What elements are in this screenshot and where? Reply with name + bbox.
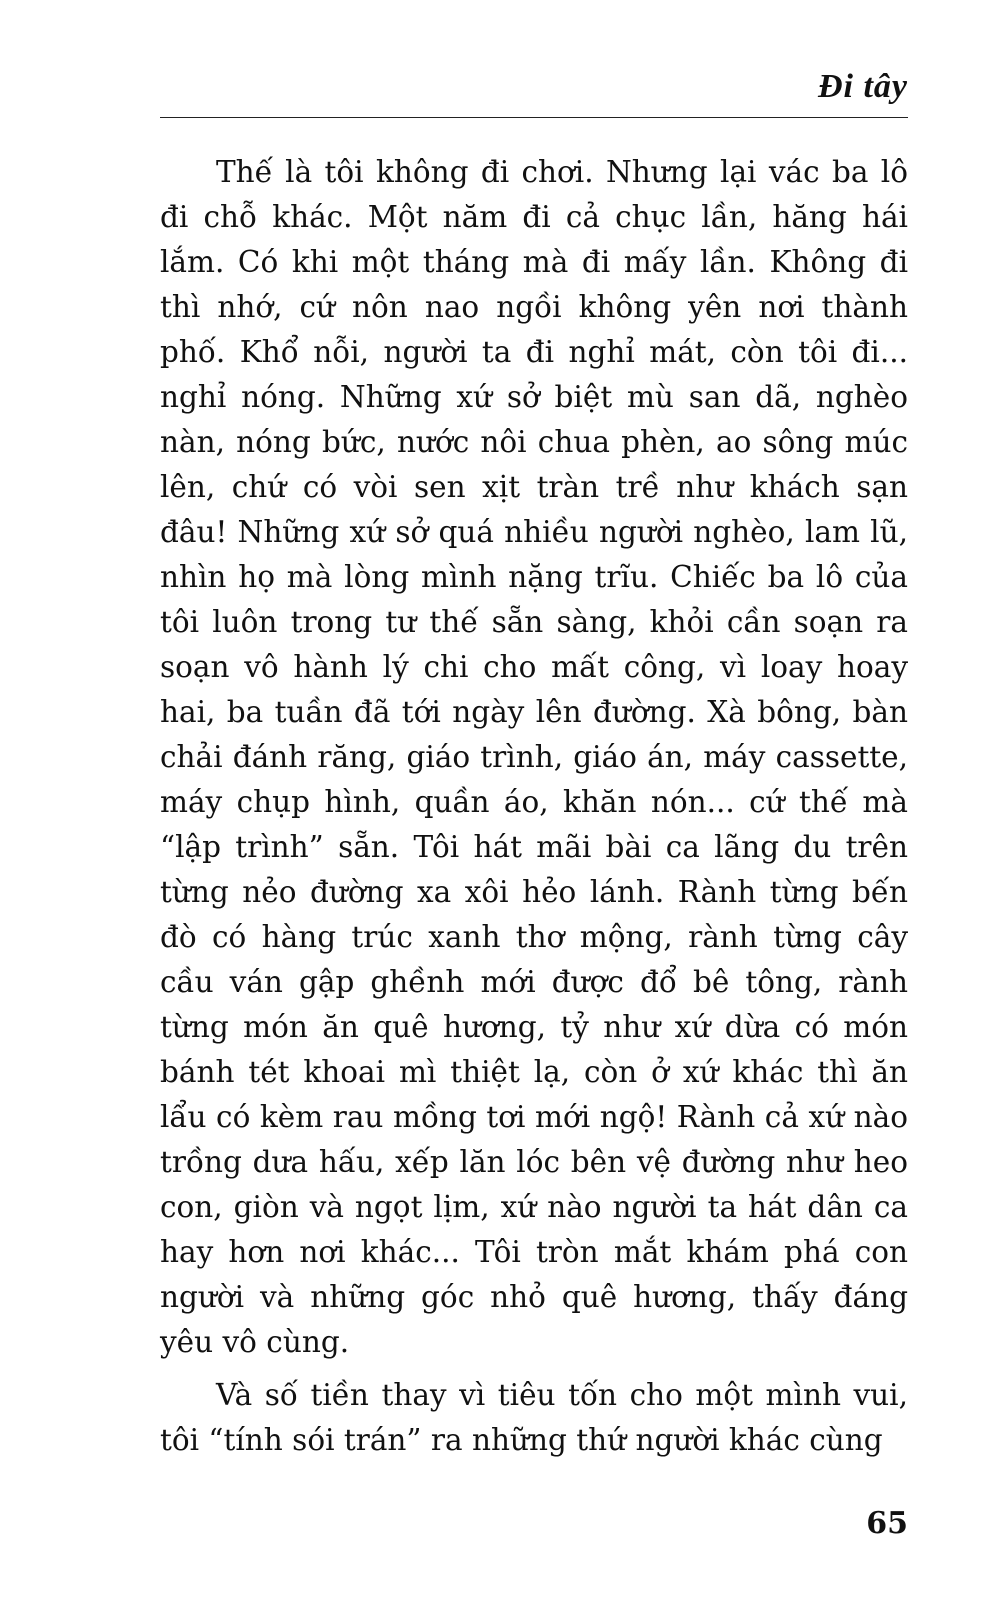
running-title: Đi tây — [817, 68, 908, 105]
page-number: 65 — [866, 1506, 908, 1541]
body-text — [160, 150, 908, 1463]
paragraph: Thế là tôi không đi chơi. Nhưng lại vác ba lô đi chỗ khác. Một năm đi cả chục lần, hăng hái lắm. Có khi một tháng mà đi mấy lần. Không đi thì nhớ, cứ nôn nao ngồi không yên nơi thành phố. Khổ nỗi, người ta đi nghỉ mát, còn tôi đi... nghỉ nóng. Những xứ sở biệt mù san dã, nghèo nàn, nóng bức, nước nôi chua phèn, ao sông múc lên, chứ có vòi sen xịt tràn trề như khách sạn đâu! Những xứ sở quá nhiều người nghèo, lam lũ, nhìn họ mà lòng mình nặng trĩu. Chiếc ba lô của tôi luôn trong tư thế sẵn sàng, khỏi cần soạn ra soạn vô hành lý chi cho mất công, vì loay hoay hai, ba tuần đã tới ngày lên đường. Xà bông, bàn chải đánh răng, giáo trình, giáo án, máy cassette, máy chụp hình, quần áo, khăn nón... cứ thế mà “lập trình” sẵn. Tôi hát mãi bài ca lãng du trên từng nẻo đường xa xôi hẻo lánh. Rành từng bến đò có hàng trúc xanh thơ mộng, rành từng cây cầu ván gập ghềnh mới được đổ bê tông, rành từng món ăn quê hương, tỷ như xứ dừa có món bánh tét khoai mì thiệt lạ, còn ở xứ khác thì ăn lẩu có kèm rau mồng tơi mới ngộ! Rành cả xứ nào trồng dưa hấu, xếp lăn lóc bên vệ đường như heo con, giòn và ngọt lịm, xứ nào người ta hát dân ca hay hơn nơi khác... Tôi tròn mắt khám phá con người và những góc nhỏ quê hương, thấy đáng yêu vô cùng. — [160, 155, 908, 1359]
header-rule — [160, 117, 908, 118]
paragraph: Và số tiền thay vì tiêu tốn cho một mình vui, tôi “tính sói trán” ra những thứ người khác cùng — [160, 1378, 908, 1457]
